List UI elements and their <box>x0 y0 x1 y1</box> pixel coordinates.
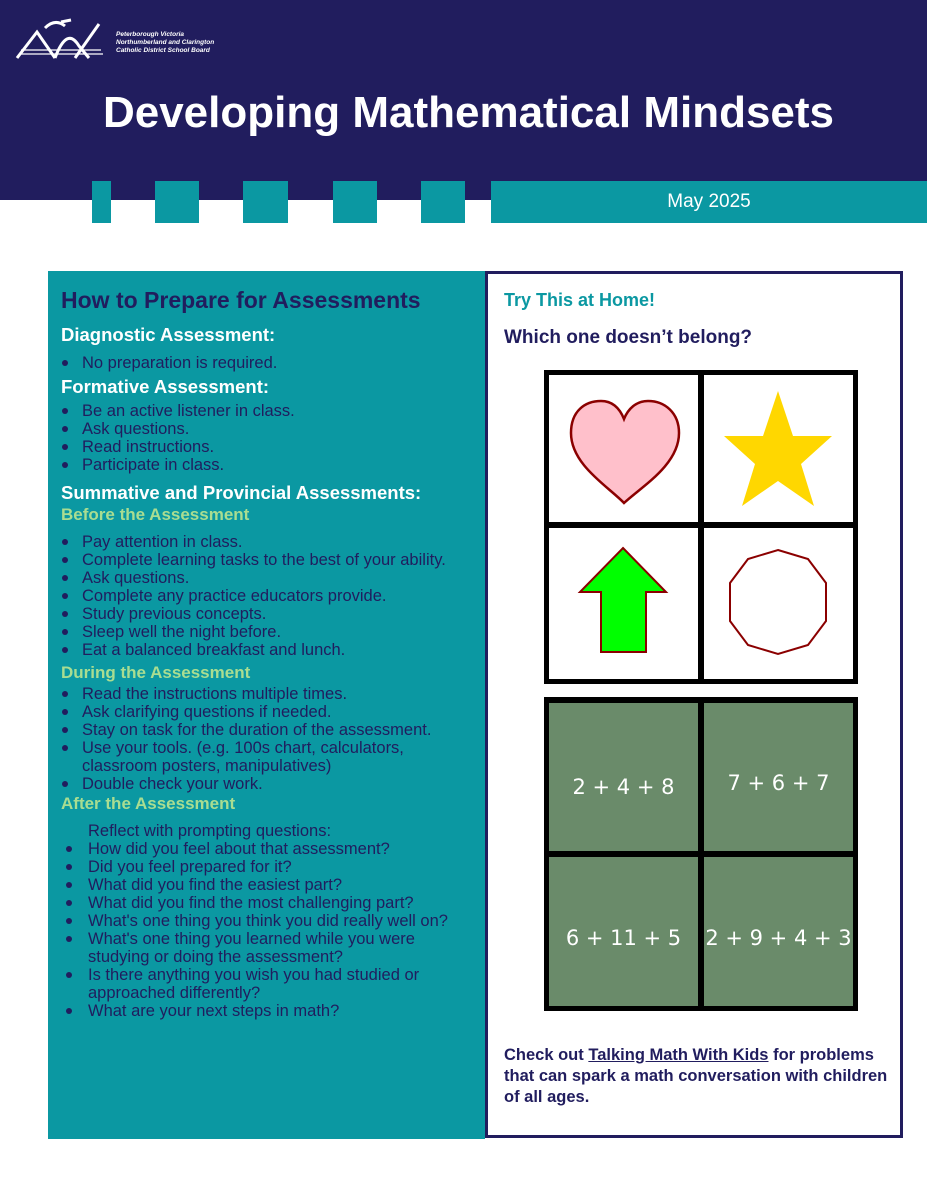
try-at-home-panel <box>485 271 903 1138</box>
list-item: Did you feel prepared for it? <box>61 858 475 876</box>
board-name <box>116 31 214 55</box>
try-at-home-title: Try This at Home! <box>504 290 656 310</box>
board-name-line: Catholic District School Board <box>116 47 210 54</box>
decor-square <box>333 181 377 223</box>
expression-cell <box>704 703 853 851</box>
list-item: Ask questions. <box>61 569 475 587</box>
list-item: What's one thing you think you did really well on? <box>61 912 475 930</box>
list-item: What did you find the easiest part? <box>61 876 475 894</box>
list-item: Read instructions. <box>61 438 475 456</box>
expression-text: 6 + 11 + 5 <box>565 926 682 950</box>
decor-square <box>243 181 288 223</box>
list-item: Pay attention in class. <box>61 533 475 551</box>
diagnostic-heading: Diagnostic Assessment: <box>61 324 276 345</box>
shape-cell <box>549 375 698 522</box>
list-item: Be an active listener in class. <box>61 402 475 420</box>
list-item: Complete learning tasks to the best of your ability. <box>61 551 475 569</box>
checkout-note <box>504 1045 894 1108</box>
list-item: Complete any practice educators provide. <box>61 587 475 605</box>
reflect-intro: Reflect with prompting questions: <box>88 822 332 840</box>
list-item: Stay on task for the duration of the assessment. <box>61 721 475 739</box>
during-list <box>61 685 475 793</box>
list-item: Participate in class. <box>61 456 475 474</box>
issue-date: May 2025 <box>491 181 927 223</box>
during-heading: During the Assessment <box>61 663 251 682</box>
board-name-line: Peterborough Victoria <box>116 31 185 38</box>
formative-list <box>61 402 475 474</box>
expression-cell <box>549 857 698 1006</box>
expression-text: 2 + 4 + 8 <box>572 775 675 799</box>
before-list <box>61 533 475 659</box>
list-item: Study previous concepts. <box>61 605 475 623</box>
expression-cell <box>704 857 853 1006</box>
formative-heading: Formative Assessment: <box>61 376 270 397</box>
shapes-grid <box>544 370 858 684</box>
shape-cell <box>549 528 698 679</box>
decagon-icon <box>704 528 853 679</box>
list-item: Read the instructions multiple times. <box>61 685 475 703</box>
header-banner <box>0 0 927 200</box>
expression-text: 2 + 9 + 4 + 3 <box>705 926 852 950</box>
board-logo-icon <box>15 16 115 62</box>
panel-title: How to Prepare for Assessments <box>61 287 421 313</box>
list-item: Double check your work. <box>61 775 475 793</box>
wodb-question: Which one doesn’t belong? <box>504 327 753 348</box>
list-item: Ask clarifying questions if needed. <box>61 703 475 721</box>
decor-square <box>155 181 199 223</box>
decor-square <box>92 181 111 223</box>
after-heading: After the Assessment <box>61 794 236 813</box>
star-icon <box>704 375 853 522</box>
before-heading: Before the Assessment <box>61 505 250 524</box>
checkout-text: for problems that can spark a math conversation with children of all ages. <box>504 1046 888 1106</box>
list-item: What are your next steps in math? <box>61 1002 475 1020</box>
list-item: Is there anything you wish you had studied or approached differently? <box>61 966 475 1002</box>
diagnostic-list <box>61 354 475 372</box>
list-item: Sleep well the night before. <box>61 623 475 641</box>
heart-icon <box>549 375 698 522</box>
shape-cell <box>704 375 853 522</box>
list-item: What did you find the most challenging part? <box>61 894 475 912</box>
expressions-grid <box>544 697 858 1011</box>
decor-square <box>421 181 465 223</box>
board-name-line: Northumberland and Clarington <box>116 39 215 46</box>
expression-cell <box>549 703 698 851</box>
expression-text: 7 + 6 + 7 <box>727 771 830 795</box>
list-item: Ask questions. <box>61 420 475 438</box>
after-list <box>61 840 475 1020</box>
summative-heading: Summative and Provincial Assessments: <box>61 482 422 503</box>
assessment-prep-panel <box>48 271 485 1139</box>
arrow-up-icon <box>549 528 698 679</box>
talking-math-link[interactable]: Talking Math With Kids <box>588 1046 769 1064</box>
list-item: No preparation is required. <box>61 354 475 372</box>
list-item: Eat a balanced breakfast and lunch. <box>61 641 475 659</box>
list-item: What's one thing you learned while you were studying or doing the assessment? <box>61 930 475 966</box>
list-item: Use your tools. (e.g. 100s chart, calculators, classroom posters, manipulatives) <box>61 739 475 775</box>
list-item: How did you feel about that assessment? <box>61 840 475 858</box>
shape-cell <box>704 528 853 679</box>
checkout-text: Check out <box>504 1046 589 1064</box>
page-title: Developing Mathematical Mindsets <box>102 88 835 137</box>
